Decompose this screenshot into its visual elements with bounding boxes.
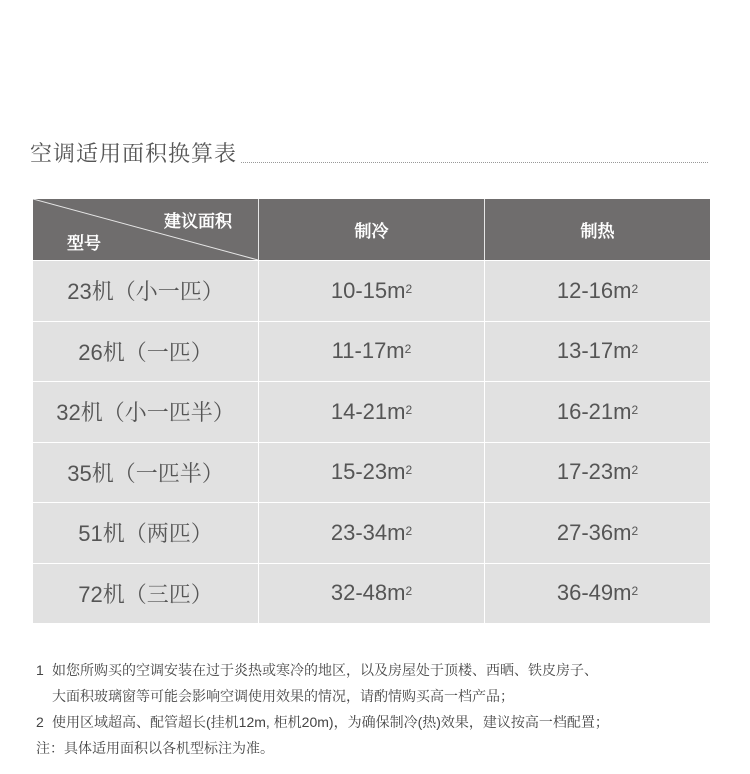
- cooling-cell: 15-23m $^2$: [258, 443, 484, 503]
- title-dotted-divider: [241, 162, 708, 163]
- table-row: [33, 502, 710, 563]
- header-heating: 制热: [484, 199, 710, 260]
- cooling-cell: 14-21m $^2$: [258, 382, 484, 442]
- table-row: [33, 563, 710, 624]
- model-cell: 32机（小一匹半）: [56, 400, 235, 426]
- heating-cell: 13-17m $^2$: [484, 322, 710, 382]
- table-header: [33, 199, 710, 260]
- table-row: [33, 381, 710, 442]
- heating-cell: 27-36m $^2$: [484, 503, 710, 563]
- cooling-cell: 11-17m $^2$: [258, 322, 484, 382]
- table-row: [33, 260, 710, 321]
- model-cell: 23机（小一匹）: [67, 279, 224, 305]
- note-2-text: 使用区域超高、配管超长(挂机12m, 柜机20m)，为确保制冷(热)效果，建议按高一档配置；: [52, 714, 609, 730]
- model-cell: 35机（一匹半）: [67, 460, 224, 486]
- heating-cell: 36-49m $^2$: [484, 564, 710, 624]
- notes: [36, 657, 609, 761]
- table-row: [33, 442, 710, 503]
- cooling-cell: 10-15m $^2$: [258, 261, 484, 321]
- model-cell: 51机（两匹）: [78, 521, 213, 547]
- cooling-cell: 23-34m $^2$: [258, 503, 484, 563]
- note-1-number: 1: [36, 662, 44, 678]
- heating-cell: 12-16m $^2$: [484, 261, 710, 321]
- header-model: 型号: [67, 234, 101, 253]
- heating-cell: 17-23m $^2$: [484, 443, 710, 503]
- model-cell: 26机（一匹）: [78, 339, 213, 365]
- note-1-line-2: 大面积玻璃窗等可能会影响空调使用效果的情况，请酌情购买高一档产品；: [52, 688, 514, 704]
- page-title: 空调适用面积换算表: [30, 141, 238, 166]
- header-corner-cell: [33, 199, 258, 260]
- title-row: [30, 138, 708, 168]
- note-1: [36, 657, 609, 683]
- cooling-cell: 32-48m $^2$: [258, 564, 484, 624]
- heating-cell: 16-21m $^2$: [484, 382, 710, 442]
- note-3: 注：具体适用面积以各机型标注为准。: [36, 740, 274, 756]
- note-1-line-1: 如您所购买的空调安装在过于炎热或寒冷的地区，以及房屋处于顶楼、西晒、铁皮房子、: [52, 662, 598, 678]
- area-table: [33, 199, 710, 623]
- table-row: [33, 321, 710, 382]
- note-2-number: 2: [36, 714, 44, 730]
- note-2: [36, 709, 609, 735]
- model-cell: 72机（三匹）: [78, 581, 213, 607]
- header-suggested-area: 建议面积: [164, 212, 232, 231]
- header-cooling: 制冷: [258, 199, 484, 260]
